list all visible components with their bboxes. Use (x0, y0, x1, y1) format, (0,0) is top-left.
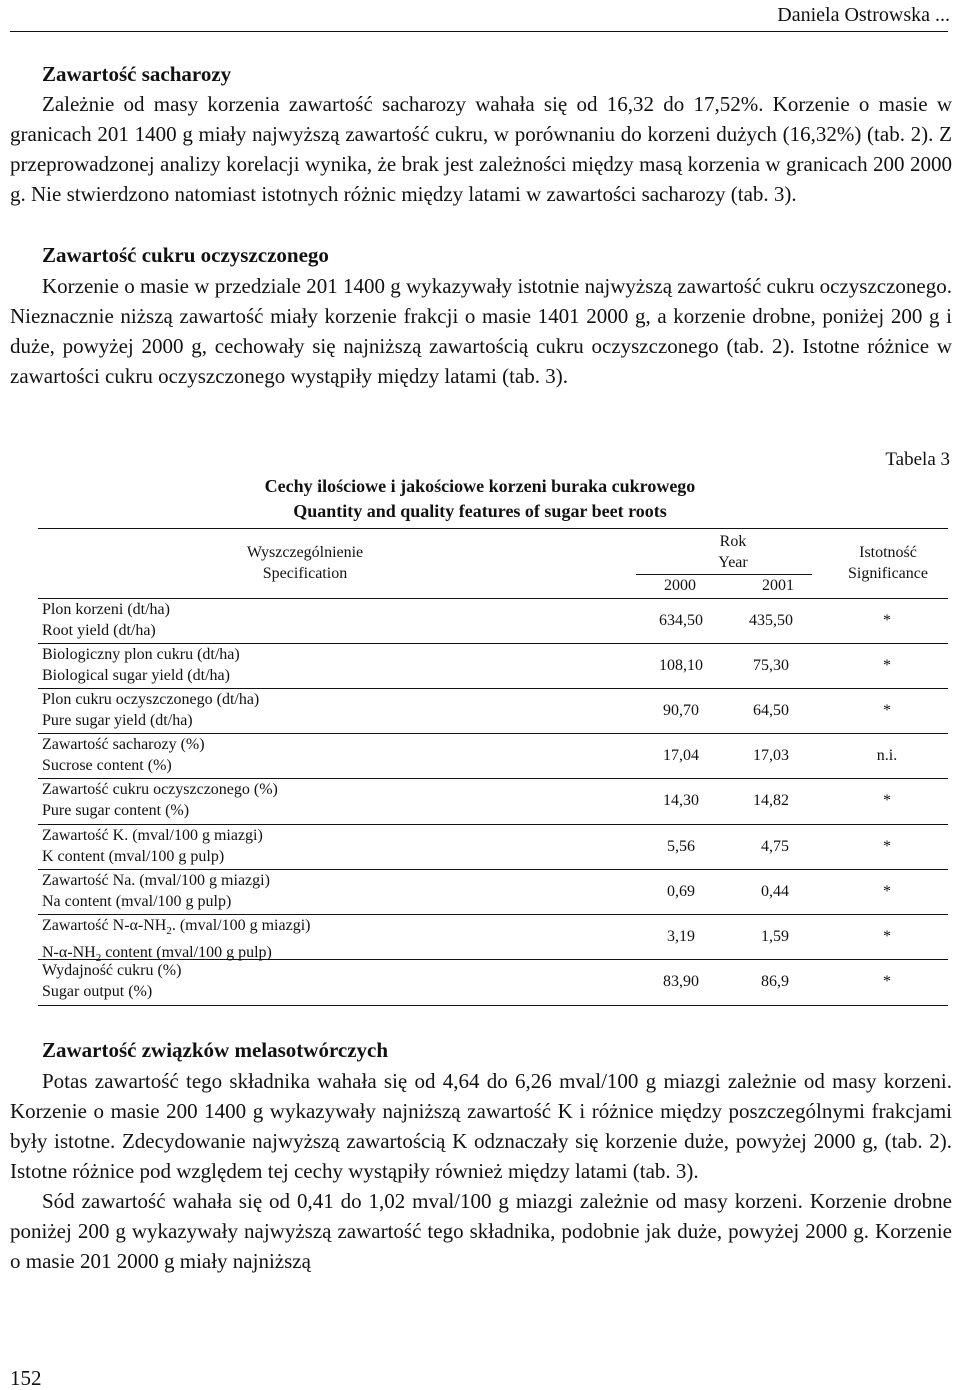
table-top-rule (38, 528, 948, 529)
table-row-label (42, 599, 170, 641)
cell-2001: 14,82 (753, 792, 789, 809)
cell-significance: * (883, 702, 891, 719)
header-specification (200, 542, 410, 584)
paragraph-pure-sugar-text: Korzenie o masie w przedziale 201 1400 g wykazywały istotnie najwyższą zawartość cukru oczyszczonego. Nieznacznie niższą zawartość miały korzenie frakcji o masie 1401 2000 g, a korzenie drobne, poniżej 200 g i duże, powyżej 2000 g, cechowały się najniższą zawartością cukru oczyszczonego (tab. 2). Istotne różnice w zawartości cukru oczyszczonego wystąpiły między latami (tab. 3). (10, 274, 952, 388)
header-year-pl: Rok (719, 533, 747, 550)
row-label-pl: Zawartość K. (mval/100 g miazgi) (42, 827, 263, 844)
paragraph-pure-sugar (10, 271, 952, 391)
table-row-label (42, 825, 263, 867)
row-label-en: Root yield (dt/ha) (42, 622, 156, 639)
row-label-pl-part-b: . (mval/100 g miazgi) (171, 917, 311, 934)
header-sig-en: Significance (848, 565, 928, 582)
row-label-en: Sucrose content (%) (42, 757, 172, 774)
header-significance (830, 542, 946, 584)
header-year-en: Year (718, 554, 748, 571)
row-label-pl (42, 915, 310, 942)
cell-significance: * (883, 657, 891, 674)
table-row-label (42, 779, 278, 821)
section-heading-molasses: Zawartość związków melasotwórczych (42, 1038, 389, 1062)
header-year (648, 531, 818, 573)
row-label-en: Pure sugar yield (dt/ha) (42, 712, 193, 729)
cell-2001: 0,44 (761, 883, 789, 900)
cell-2000: 0,69 (667, 883, 695, 900)
section-heading-sucrose: Zawartość sacharozy (42, 62, 232, 86)
cell-significance: * (883, 928, 891, 945)
cell-2000: 17,04 (663, 747, 699, 764)
cell-2001: 17,03 (753, 747, 789, 764)
table-title-pl: Cechy ilościowe i jakościowe korzeni buraka cukrowego (264, 476, 696, 496)
cell-2001: 64,50 (753, 702, 789, 719)
row-label-en-part-b: content (mval/100 g pulp) (101, 944, 272, 962)
row-label-pl: Zawartość cukru oczyszczonego (%) (42, 781, 278, 798)
row-label-en: K content (mval/100 g pulp) (42, 848, 225, 865)
table-row-label (42, 870, 270, 912)
table-row-label (42, 689, 259, 731)
row-label-en: Pure sugar content (%) (42, 802, 190, 819)
header-sig-pl: Istotność (859, 544, 917, 561)
header-spec-pl: Wyszczególnienie (246, 544, 364, 561)
table-row-label (42, 734, 205, 776)
table-header-rule (38, 598, 948, 599)
row-label-en: Sugar output (%) (42, 983, 153, 1000)
table-row-label (42, 644, 240, 686)
cell-significance: * (883, 838, 891, 855)
cell-2000: 634,50 (659, 612, 703, 629)
row-label-en: Na content (mval/100 g pulp) (42, 893, 232, 910)
cell-significance: * (883, 973, 891, 990)
row-label-pl: Wydajność cukru (%) (42, 962, 182, 979)
cell-2001: 86,9 (761, 973, 789, 990)
row-label-pl: Biologiczny plon cukru (dt/ha) (42, 646, 240, 663)
row-label-pl: Plon korzeni (dt/ha) (42, 601, 170, 618)
table-title (160, 474, 800, 524)
header-year-2000: 2000 (664, 577, 696, 594)
paragraph-sucrose (10, 89, 952, 209)
header-spec-en: Specification (262, 565, 348, 582)
cell-2001: 1,59 (761, 928, 789, 945)
cell-2000: 3,19 (667, 928, 695, 945)
running-header: Daniela Ostrowska ... (777, 4, 950, 26)
table-bottom-rule (38, 1005, 948, 1006)
paragraph-sodium: Sód zawartość wahała się od 0,41 do 1,02 mval/100 g miazgi zależnie od masy korzeni. Korzenie drobne poniżej 200 g wykazywały najwyższą zawartość tego składnika, podobnie jak duże, powyżej 2000 g. Korzenie o masie 201 2000 g miały najniższą (10, 1189, 952, 1273)
table-title-en: Quantity and quality features of sugar beet roots (293, 501, 667, 521)
cell-significance: * (883, 612, 891, 629)
table-row-label (42, 960, 181, 1002)
cell-significance: * (883, 792, 891, 809)
cell-significance: * (883, 883, 891, 900)
cell-2001: 75,30 (753, 657, 789, 674)
cell-2000: 14,30 (663, 792, 699, 809)
paragraph-potassium: Potas zawartość tego składnika wahała się od 4,64 do 6,26 mval/100 g miazgi zależnie od masy korzeni. Korzenie o masie 200 1400 g wykazywały najniższą zawartość K i różnice między poszczególnymi frakcjami były istotne. Zdecydowanie najwyższą zawartością K odznaczały się korzenie duże, powyżej 2000 g, (tab. 2). Istotne różnice pod względem tej cechy wystąpiły również między latami (tab. 3). (10, 1069, 952, 1183)
header-year-2001: 2001 (762, 577, 794, 594)
row-label-en: Biological sugar yield (dt/ha) (42, 667, 230, 684)
row-label-pl: Zawartość sacharozy (%) (42, 736, 205, 753)
row-label-en-part-a: N-α-NH (42, 944, 96, 962)
table-label: Tabela 3 (885, 449, 950, 470)
page-number: 152 (10, 1366, 42, 1390)
cell-significance: n.i. (876, 747, 898, 764)
row-label-pl-subscript: 2 (166, 925, 172, 938)
paragraph-molasses (10, 1066, 952, 1276)
row-label-pl: Plon cukru oczyszczonego (dt/ha) (42, 691, 260, 708)
section-heading-pure-sugar: Zawartość cukru oczyszczonego (42, 243, 329, 267)
cell-2000: 108,10 (659, 657, 703, 674)
cell-2001: 435,50 (749, 612, 793, 629)
cell-2000: 5,56 (667, 838, 695, 855)
header-rule (10, 31, 948, 32)
paragraph-sucrose-text: Zależnie od masy korzenia zawartość sacharozy wahała się od 16,32 do 17,52%. Korzenie o masie w granicach 201 1400 g miały najwyższą zawartość cukru, w porównaniu do korzeni dużych (16,32%) (tab. 2). Z przeprowadzonej analizy korelacji wynika, że brak jest zależności między masą korzenia w granicach 200 2000 g. Nie stwierdzono natomiast istotnych różnic między latami w zawartości sacharozy (tab. 3). (10, 92, 952, 206)
row-label-en-subscript: 2 (95, 952, 102, 965)
cell-2000: 83,90 (663, 973, 699, 990)
row-label-pl: Zawartość Na. (mval/100 g miazgi) (42, 872, 270, 889)
cell-2001: 4,75 (761, 838, 789, 855)
row-label-pl-part-a: Zawartość N-α-NH (42, 917, 167, 934)
cell-2000: 90,70 (663, 702, 699, 719)
